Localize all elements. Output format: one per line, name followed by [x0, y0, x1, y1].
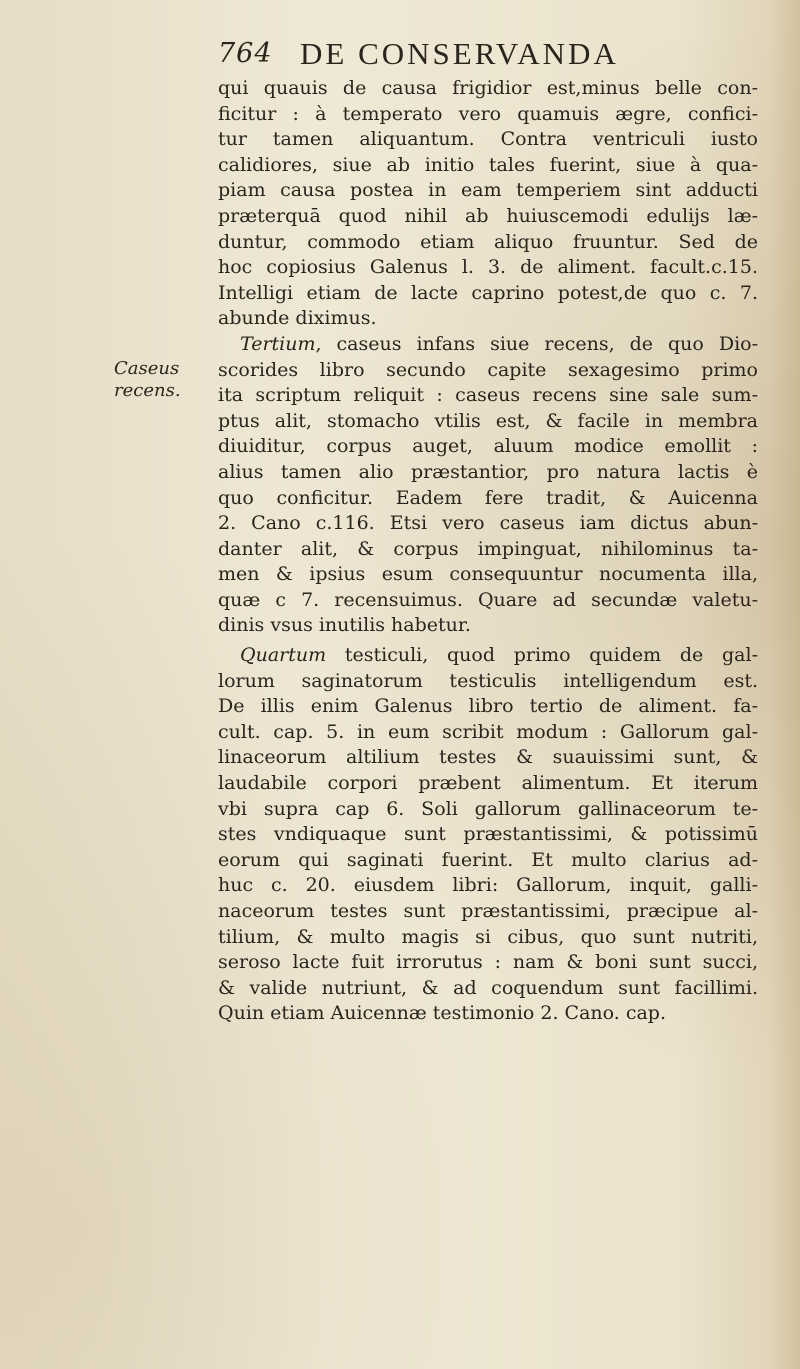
text-line: præterquā quod nihil ab huiuscemodi edulijs læ- [218, 204, 758, 227]
text-line: eorum qui saginati fuerint. Et multo clarius ad- [218, 848, 758, 871]
paragraph-2 [218, 332, 758, 639]
text-line: Quin etiam Auicennæ testimonio 2. Cano. cap. [218, 1002, 667, 1025]
text-line: abunde diximus. [218, 307, 377, 330]
text-line: seroso lacte fuit irrorutus : nam & boni sunt succi, [218, 951, 758, 974]
text-line: lorum saginatorum testiculis intelligendum est. [218, 669, 758, 692]
page-number: 764 [218, 38, 273, 69]
margin-note-line: recens. [114, 380, 181, 401]
text-line: qui quauis de causa frigidior est,minus belle con- [218, 77, 758, 99]
text-line: quo conficitur. Eadem fere tradit, & Auicenna [218, 486, 758, 509]
text-line: diuiditur, corpus auget, aluum modice emollit : [218, 435, 758, 458]
text-line: danter alit, & corpus impinguat, nihilominus ta- [218, 537, 758, 560]
text-line: vbi supra cap 6. Soli gallorum gallinaceorum te- [218, 797, 758, 820]
text-line: 2. Cano c.116. Etsi vero caseus iam dictus abun- [218, 512, 758, 535]
text-line [218, 643, 758, 669]
text-line: scorides libro secundo capite sexagesimo primo [218, 358, 758, 381]
text-line: De illis enim Galenus libro tertio de aliment. fa- [218, 695, 758, 718]
text-line: duntur, commodo etiam aliquo fruuntur. Sed de [218, 230, 758, 253]
paragraph-lead-word: Tertium [240, 332, 316, 355]
text-fragment: , caseus infans siue recens, de quo Dio- [315, 332, 758, 355]
text-line: ita scriptum reliquit : caseus recens sine sale sum- [218, 384, 758, 407]
text-line: & valide nutriunt, & ad coquendum sunt facillimi. [218, 976, 758, 999]
margin-note-line: Caseus [114, 358, 180, 379]
paragraph-1 [218, 76, 758, 332]
text-line: men & ipsius esum consequuntur nocumenta illa, [218, 563, 758, 586]
text-line: Intelligi etiam de lacte caprino potest,de quo c. 7. [218, 281, 758, 304]
paragraph-3 [218, 643, 758, 1027]
text-line: quæ c 7. recensuimus. Quare ad secundæ valetu- [218, 588, 758, 611]
text-line: calidiores, siue ab initio tales fuerint, siue à qua- [218, 153, 758, 176]
text-line: stes vndiquaque sunt præstantissimi, & potissimū [218, 823, 758, 846]
text-line: piam causa postea in eam temperiem sint adducti [218, 179, 758, 202]
text-line: tur tamen aliquantum. Contra ventriculi iusto [218, 128, 758, 151]
text-line: tilium, & multo magis si cibus, quo sunt nutriti, [218, 925, 758, 948]
text-line: dinis vsus inutilis habetur. [218, 614, 471, 637]
text-line: naceorum testes sunt præstantissimi, præcipue al- [218, 900, 758, 922]
text-line: laudabile corpori præbent alimentum. Et iterum [218, 772, 758, 795]
text-fragment: testiculi, quod primo quidem de gal- [326, 644, 758, 667]
text-line [218, 332, 758, 358]
running-title: DE CONSERVANDA [300, 36, 619, 71]
body-text [218, 76, 758, 1027]
text-line: cult. cap. 5. in eum scribit modum : Gallorum gal- [218, 720, 758, 743]
text-line: alius tamen alio præstantior, pro natura lactis è [218, 460, 758, 483]
page-edge-shadow [770, 0, 800, 1369]
page-header [218, 38, 738, 78]
text-line: ficitur : à temperato vero quamuis ægre, confici- [218, 102, 758, 125]
text-line: linaceorum altilium testes & suauissimi sunt, & [218, 746, 758, 769]
text-line: ptus alit, stomacho vtilis est, & facile in membra [218, 409, 758, 432]
margin-note [114, 358, 204, 402]
text-line: hoc copiosius Galenus l. 3. de aliment. facult.c.15. [218, 256, 758, 279]
text-line: huc c. 20. eiusdem libri: Gallorum, inquit, galli- [218, 874, 758, 897]
paragraph-lead-word: Quartum [240, 644, 327, 667]
